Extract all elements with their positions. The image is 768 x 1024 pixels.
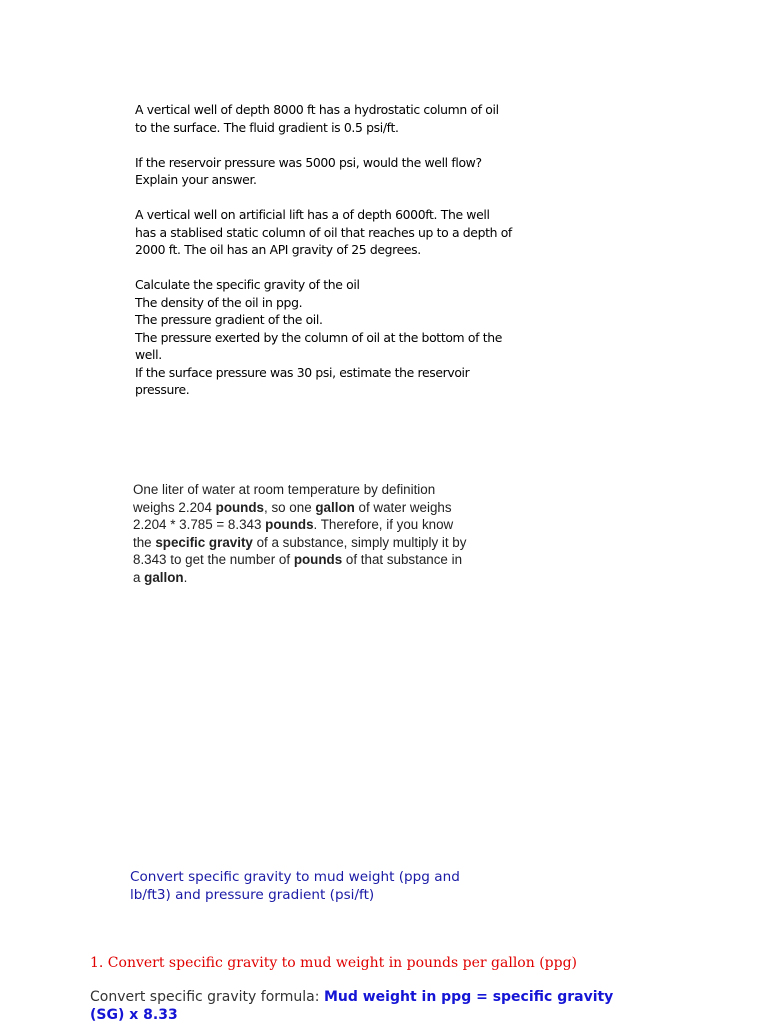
question-1 (135, 101, 525, 136)
task-item: If the surface pressure was 30 psi, estimate the reservoir (135, 364, 470, 380)
convert-line2: lb/ft3) and pressure gradient (psi/ft) (130, 886, 375, 903)
task-item: The pressure gradient of the oil. (135, 312, 323, 327)
q1b-line1: If the reservoir pressure was 5000 psi, would the well flow? (135, 154, 482, 170)
note-text: . (183, 569, 188, 585)
note-bold: gallon (144, 569, 184, 585)
task-item: The density of the oil in ppg. (135, 294, 303, 310)
q2-line3: 2000 ft. The oil has an API gravity of 25 degrees. (135, 242, 421, 257)
formula-bold-2: (SG) x 8.33 (90, 1007, 178, 1023)
water-weight-note (133, 481, 503, 586)
task-item: Calculate the specific gravity of the oil (135, 277, 360, 292)
task-item: well. (135, 347, 162, 362)
problem-statement (135, 101, 525, 399)
q1-line2: to the surface. The fluid gradient is 0.5 psi/ft. (135, 119, 399, 135)
question-1b (135, 154, 525, 189)
formula-label: Convert specific gravity formula: (90, 989, 324, 1005)
note-text: 8.343 to get the number of (133, 552, 294, 567)
note-bold: specific gravity (155, 534, 253, 550)
convert-heading (130, 869, 510, 904)
note-text: the (133, 534, 156, 550)
note-bold: pounds (293, 552, 343, 567)
task-item: The pressure exerted by the column of oil at the bottom of the (135, 329, 502, 345)
formula-bold-1: Mud weight in ppg = specific gravity (323, 989, 614, 1005)
note-text: One liter of water at room temperature by definition (133, 482, 436, 497)
note-text: 2.204 * 3.785 = 8.343 (133, 517, 266, 532)
convert-line1: Convert specific gravity to mud weight (ppg and (130, 869, 460, 885)
note-text: weighs 2.204 (133, 499, 216, 515)
task-list (135, 276, 525, 399)
note-text: of that substance in (342, 552, 463, 567)
note-text: of water weighs (354, 499, 452, 515)
step-1-heading: 1. Convert specific gravity to mud weight in pounds per gallon (ppg) (90, 955, 578, 971)
note-text: , so one (264, 499, 316, 515)
q1b-line2: Explain your answer. (135, 172, 257, 187)
q2-line2: has a stablised static column of oil that reaches up to a depth of (135, 224, 512, 240)
task-item: pressure. (135, 382, 190, 397)
note-bold: gallon (315, 499, 355, 515)
note-bold: pounds (265, 517, 314, 532)
note-text: . Therefore, if you know (313, 517, 454, 532)
note-bold: pounds (215, 499, 264, 515)
q2-line1: A vertical well on artificial lift has a of depth 6000ft. The well (135, 207, 490, 222)
formula-line (90, 988, 650, 1024)
q1-line1: A vertical well of depth 8000 ft has a hydrostatic column of oil (135, 102, 499, 117)
question-2 (135, 206, 525, 259)
note-text: a (133, 569, 145, 585)
note-text: of a substance, simply multiply it by (252, 534, 467, 550)
